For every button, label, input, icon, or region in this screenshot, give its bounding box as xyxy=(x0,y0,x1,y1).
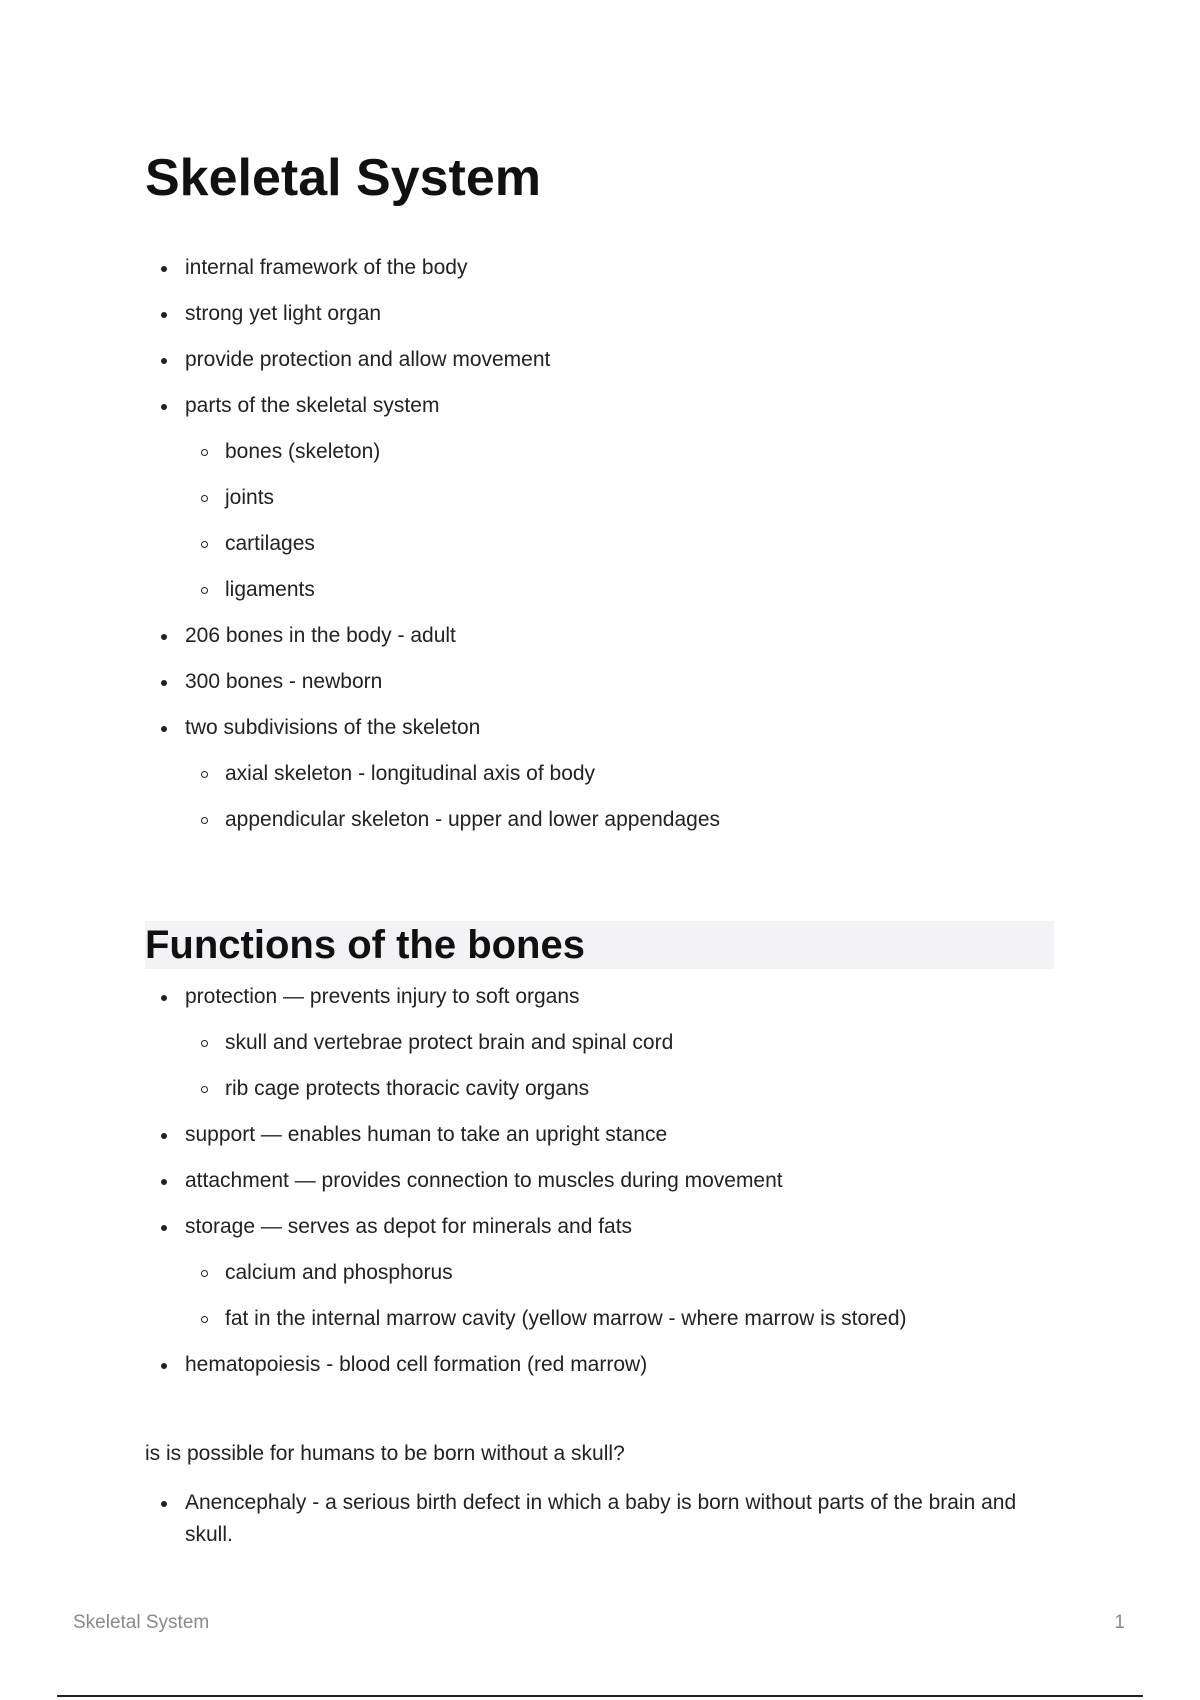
list-item xyxy=(145,1169,1065,1193)
list-item-text: attachment — provides connection to muscles during movement xyxy=(185,1169,783,1192)
list-item xyxy=(145,624,1065,648)
list-item xyxy=(145,394,1065,602)
list-item-text: Anencephaly - a serious birth defect in which a baby is born without parts of the brain and skull. xyxy=(185,1491,1017,1546)
sub-list-item: appendicular skeleton - upper and lower appendages xyxy=(185,808,1065,832)
section-heading: Functions of the bones xyxy=(145,921,1054,969)
sub-list-item: rib cage protects thoracic cavity organs xyxy=(185,1077,1065,1101)
sub-list-item: skull and vertebrae protect brain and spinal cord xyxy=(185,1031,1065,1055)
intro-list xyxy=(145,256,1065,854)
sub-list-item: cartilages xyxy=(185,532,1065,556)
list-item-text: internal framework of the body xyxy=(185,256,468,279)
list-item-text: strong yet light organ xyxy=(185,302,382,325)
list-item-text: provide protection and allow movement xyxy=(185,348,551,371)
footer-divider xyxy=(57,1695,1143,1697)
list-item-text: 206 bones in the body - adult xyxy=(185,624,456,647)
sub-list-item: joints xyxy=(185,486,1065,510)
sub-list-item: axial skeleton - longitudinal axis of body xyxy=(185,762,1065,786)
list-item-text: support — enables human to take an upright stance xyxy=(185,1123,668,1146)
question-text: is is possible for humans to be born without a skull? xyxy=(145,1442,625,1465)
page-title: Skeletal System xyxy=(145,149,542,207)
list-item-text: parts of the skeletal system xyxy=(185,394,440,417)
list-item-text: hematopoiesis - blood cell formation (red marrow) xyxy=(185,1353,648,1376)
list-item xyxy=(145,1215,1065,1331)
list-item xyxy=(145,348,1065,372)
sub-list-item: fat in the internal marrow cavity (yellow marrow - where marrow is stored) xyxy=(185,1307,1065,1331)
sub-list-item: ligaments xyxy=(185,578,1065,602)
list-item xyxy=(145,985,1065,1101)
sub-list xyxy=(185,1031,1065,1101)
list-item-text: 300 bones - newborn xyxy=(185,670,383,693)
sub-list-item: bones (skeleton) xyxy=(185,440,1065,464)
list-item xyxy=(145,716,1065,832)
list-item xyxy=(145,670,1065,694)
functions-list xyxy=(145,985,1065,1399)
list-item-text: two subdivisions of the skeleton xyxy=(185,716,481,739)
footer-page-number: 1 xyxy=(1114,1612,1125,1633)
footer-title: Skeletal System xyxy=(73,1612,210,1633)
answer-list xyxy=(145,1487,1065,1551)
list-item-text: protection — prevents injury to soft organs xyxy=(185,985,580,1008)
list-item xyxy=(145,302,1065,326)
list-item xyxy=(145,1487,1065,1551)
sub-list xyxy=(185,762,1065,832)
list-item xyxy=(145,1353,1065,1377)
sub-list xyxy=(185,440,1065,602)
list-item xyxy=(145,1123,1065,1147)
list-item xyxy=(145,256,1065,280)
sub-list xyxy=(185,1261,1065,1331)
list-item-text: storage — serves as depot for minerals and fats xyxy=(185,1215,633,1238)
sub-list-item: calcium and phosphorus xyxy=(185,1261,1065,1285)
